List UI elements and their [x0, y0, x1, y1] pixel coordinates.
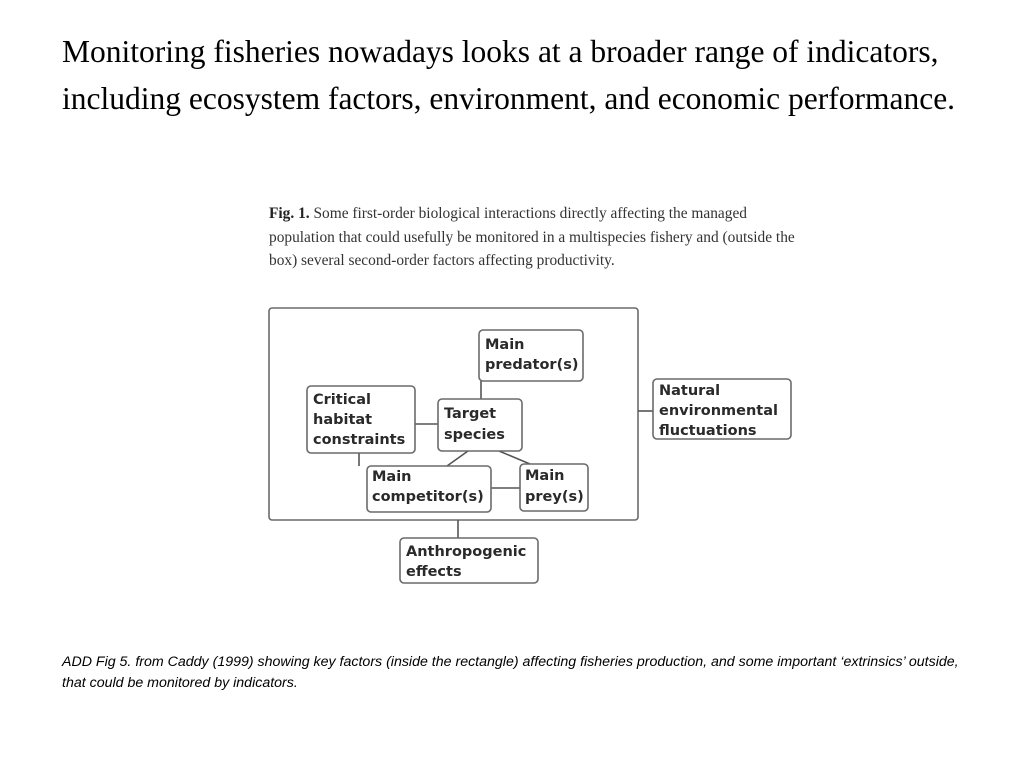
node-natural-environmental-fluctuations [653, 379, 791, 439]
svg-text:fluctuations: fluctuations [659, 423, 757, 439]
node-critical-habitat-constraints [307, 386, 415, 453]
svg-text:Anthropogenic: Anthropogenic [406, 544, 527, 560]
svg-text:Main: Main [485, 337, 525, 353]
connector-target-prey [499, 451, 530, 464]
svg-text:species: species [444, 427, 505, 443]
svg-text:habitat: habitat [313, 412, 373, 428]
svg-text:predator(s): predator(s) [485, 357, 579, 373]
slide-title: Monitoring fisheries nowadays looks at a broader range of indicators, including ecosystem factors, environment, and economic performance. [62, 34, 956, 116]
node-main-predators [479, 330, 583, 381]
svg-text:competitor(s): competitor(s) [372, 489, 484, 505]
svg-text:Main: Main [372, 469, 412, 485]
node-target-species [438, 399, 522, 451]
svg-text:Main: Main [525, 468, 565, 484]
svg-text:Natural: Natural [659, 383, 721, 399]
node-anthropogenic-effects [400, 538, 538, 583]
connector-target-competitors [447, 451, 468, 466]
svg-text:constraints: constraints [313, 432, 406, 448]
figure-caption-text: Some first-order biological interactions directly affecting the managed population that could usefully be monitored in a multispecies fishery and (outside the box) several second-order factors affecting productivity. [269, 205, 795, 269]
slide-footnote: ADD Fig 5. from Caddy (1999) showing key factors (inside the rectangle) affecting fisheries production, and some important ‘extrinsics’ outside, that could be monitored by indicators. [62, 654, 959, 691]
svg-text:effects: effects [406, 564, 462, 580]
node-main-competitors [367, 466, 491, 512]
svg-text:prey(s): prey(s) [525, 489, 584, 505]
svg-text:Target: Target [444, 406, 497, 422]
svg-text:environmental: environmental [659, 403, 778, 419]
svg-text:Critical: Critical [313, 392, 372, 408]
figure-caption-label: Fig. 1. [269, 205, 310, 222]
node-main-prey [520, 464, 588, 511]
